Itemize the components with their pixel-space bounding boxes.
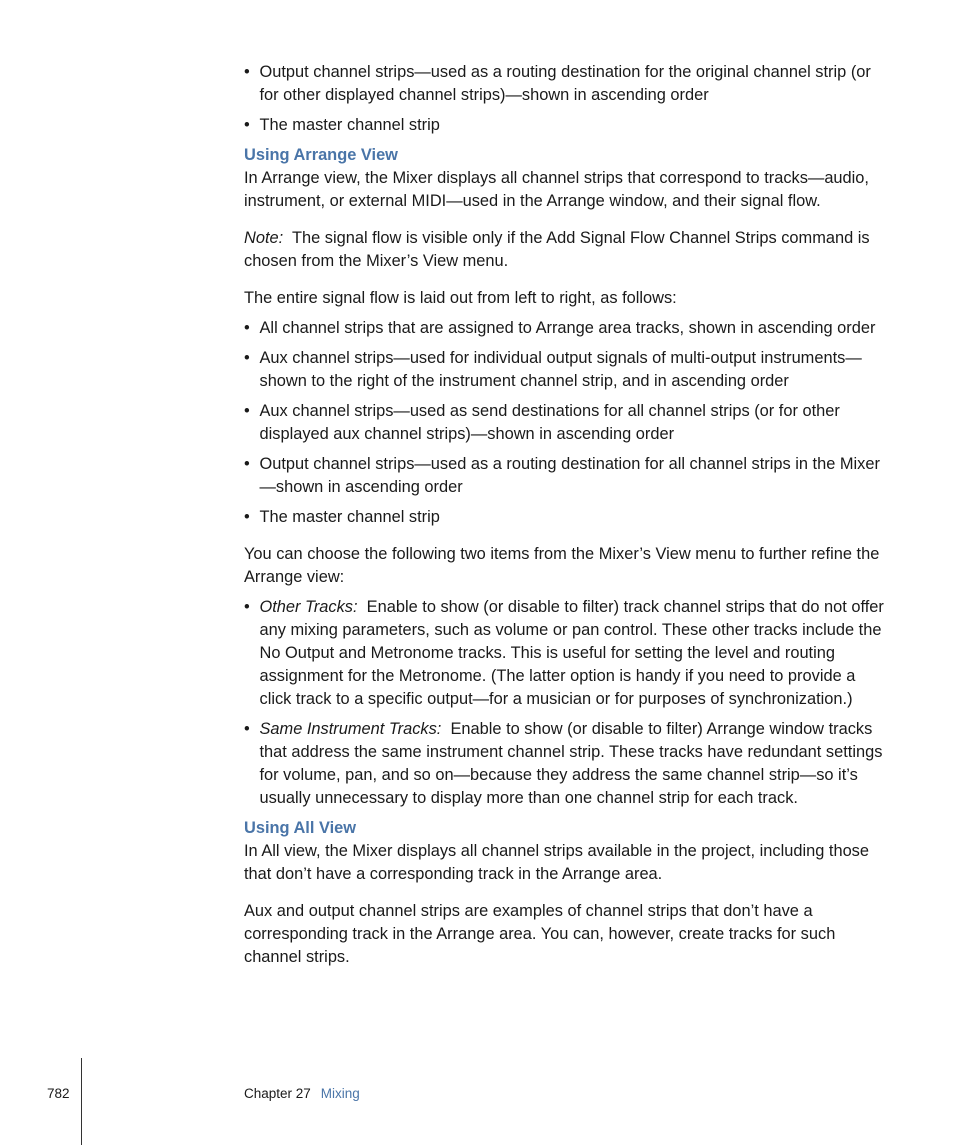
list-item: • Same Instrument Tracks: Enable to show (or disable to filter) Arrange window tracks that address the same instrument channel strip. These tracks have redundant settings for volume, pan, and so on—because they address the same channel strip—so it’s usually unnecessary to display more than one channel strip for each track. <box>244 720 883 807</box>
list-item: • The master channel strip <box>244 508 440 526</box>
chapter-label: Chapter 27 <box>244 1086 311 1101</box>
footer-divider <box>81 1058 82 1145</box>
note-label: Note: <box>244 229 284 247</box>
page-number: 782 <box>47 1086 70 1101</box>
bullet-list <box>244 317 884 529</box>
chapter-topic: Mixing <box>320 1086 360 1101</box>
list-item: • Other Tracks: Enable to show (or disable to filter) track channel strips that do not offer any mixing parameters, such as volume or pan control. These other tracks include the No Output and Metronome tracks. This is useful for setting the level and routing assignment for the Metronome. (The latter option is handy if you need to provide a click track to a specific output—for a musician or for purposes of synchronization.) <box>244 598 884 708</box>
footer-chapter <box>244 1086 360 1101</box>
paragraph: The entire signal flow is laid out from left to right, as follows: <box>244 289 677 307</box>
paragraph: In Arrange view, the Mixer displays all channel strips that correspond to tracks—audio, instrument, or external MIDI—used in the Arrange window, and their signal flow. <box>244 169 869 210</box>
page-content <box>244 61 884 969</box>
option-term: Other Tracks: <box>259 598 358 616</box>
section-heading-arrange-view: Using Arrange View <box>244 146 398 164</box>
list-item: • The master channel strip <box>244 116 440 134</box>
list-item: • Aux channel strips—used for individual output signals of multi-output instruments—shown to the right of the instrument channel strip, and in ascending order <box>244 349 862 390</box>
list-item: • Aux channel strips—used as send destinations for all channel strips (or for other displayed aux channel strips)—shown in ascending order <box>244 402 840 443</box>
paragraph: You can choose the following two items from the Mixer’s View menu to further refine the Arrange view: <box>244 545 880 586</box>
paragraph: In All view, the Mixer displays all channel strips available in the project, including those that don’t have a corresponding track in the Arrange area. <box>244 842 869 883</box>
list-item: • All channel strips that are assigned to Arrange area tracks, shown in ascending order <box>244 319 876 337</box>
list-item: • Output channel strips—used as a routing destination for the original channel strip (or for other displayed channel strips)—shown in ascending order <box>244 63 871 104</box>
bullet-list <box>244 61 884 137</box>
paragraph: Aux and output channel strips are examples of channel strips that don’t have a corresponding track in the Arrange area. You can, however, create tracks for such channel strips. <box>244 902 836 966</box>
list-item: • Output channel strips—used as a routing destination for all channel strips in the Mixer—shown in ascending order <box>244 455 880 496</box>
section-heading-all-view: Using All View <box>244 819 357 837</box>
option-term: Same Instrument Tracks: <box>259 720 442 738</box>
bullet-list <box>244 596 884 810</box>
note-paragraph: Note: The signal flow is visible only if the Add Signal Flow Channel Strips command is chosen from the Mixer’s View menu. <box>244 229 870 270</box>
